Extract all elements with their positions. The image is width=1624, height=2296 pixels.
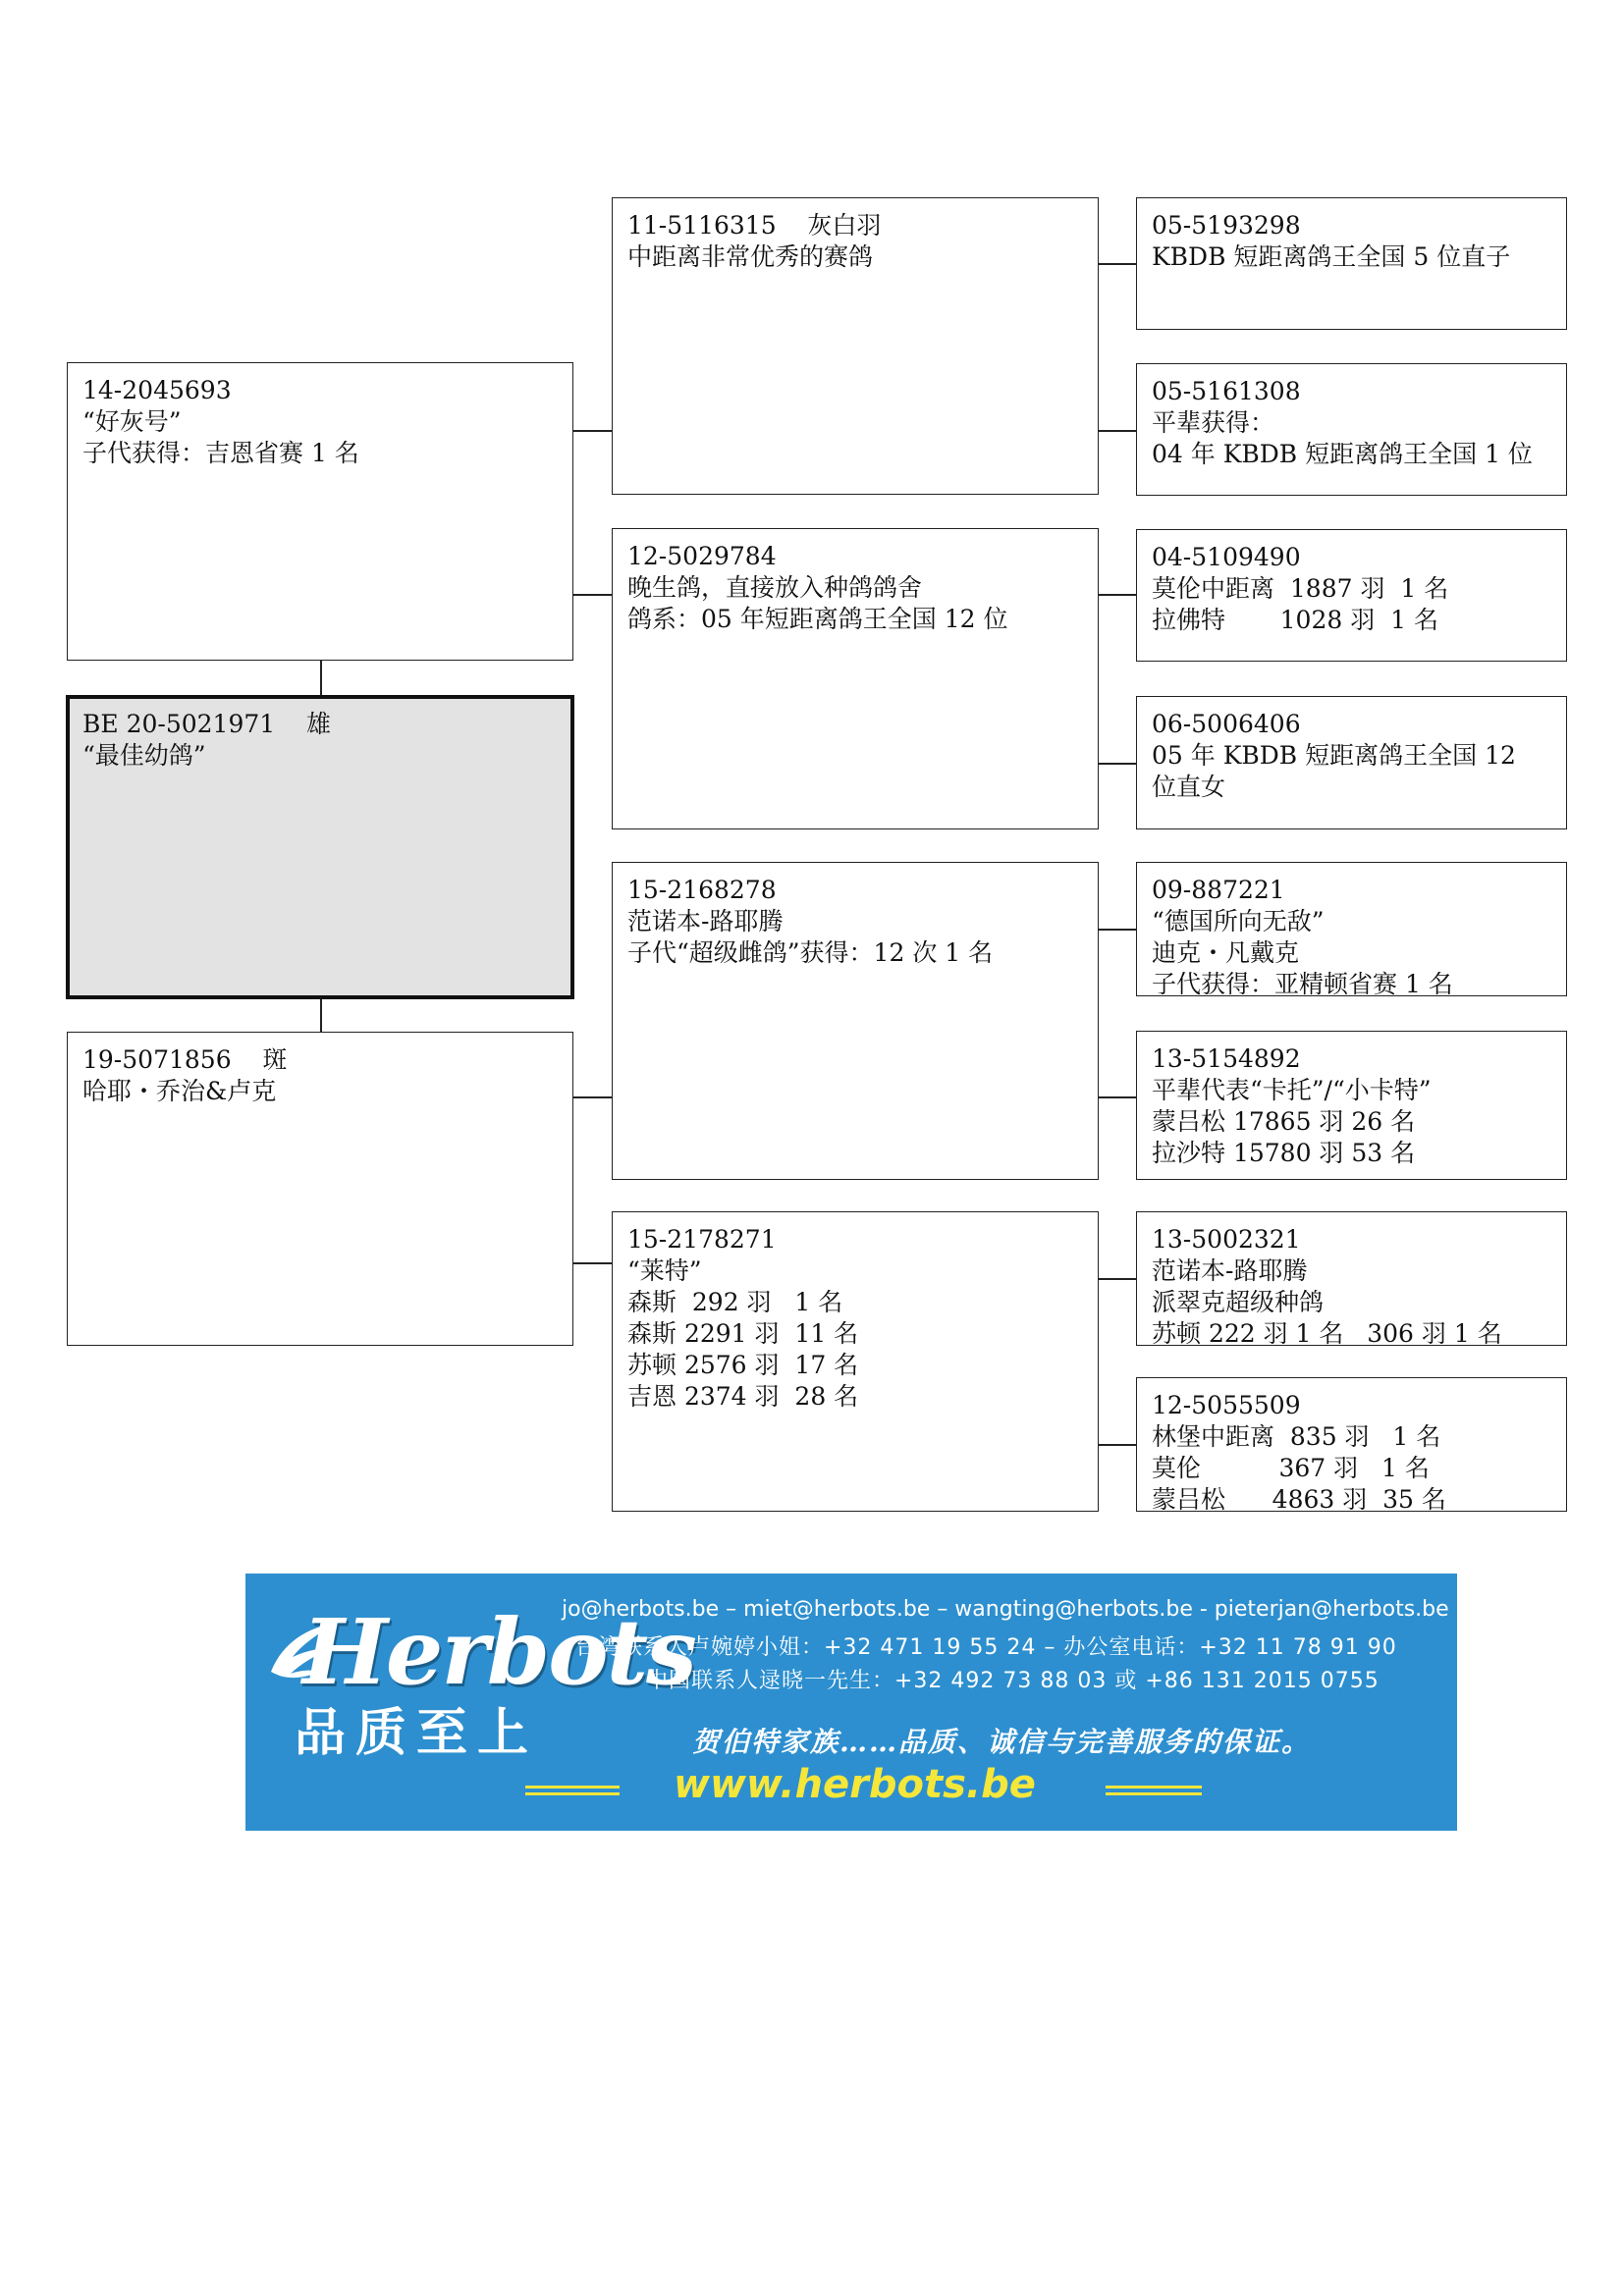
ggp-7-note: 派翠克超级种鸽 — [1152, 1288, 1325, 1316]
ggp-card-8 — [1136, 1377, 1567, 1512]
herbots-banner — [245, 1574, 1457, 1831]
sire-card — [67, 362, 573, 661]
subject-ring: BE 20-5021971 雄 — [82, 710, 331, 738]
connector-sire-subject — [320, 661, 322, 695]
ggp-6-result-1: 蒙吕松 17865 羽 26 名 — [1152, 1107, 1416, 1136]
sire-dam-ring: 12-5029784 — [627, 542, 777, 570]
ggp-8-result-3: 蒙吕松 4863 羽 35 名 — [1152, 1485, 1446, 1514]
ggp-3-ring: 04-5109490 — [1152, 543, 1301, 571]
dam-sire-note: 子代“超级雌鸽”获得：12 次 1 名 — [627, 938, 994, 967]
decor-line-left — [525, 1786, 620, 1795]
contact-taiwan: 台湾联系人卢婉婷小姐：+32 471 19 55 24 – 办公室电话：+32 11 78 91 90 — [575, 1635, 1397, 1660]
ggp-4-note-1: 05 年 KBDB 短距离鸽王全国 12 — [1152, 741, 1516, 770]
sire-dam-card — [612, 528, 1099, 829]
ggp-card-1 — [1136, 197, 1567, 330]
sire-dam-note-1: 晚生鸽，直接放入种鸽鸽舍 — [627, 573, 923, 602]
slogan: 品质至上 — [295, 1704, 539, 1763]
dam-dam-result-4: 吉恩 2374 羽 28 名 — [627, 1382, 859, 1411]
ggp-1-ring: 05-5193298 — [1152, 211, 1301, 240]
ggp-4-ring: 06-5006406 — [1152, 710, 1301, 738]
dam-dam-result-3: 苏顿 2576 羽 17 名 — [627, 1351, 859, 1379]
subject-card — [66, 695, 574, 999]
ggp-3-result-2: 拉佛特 1028 羽 1 名 — [1152, 606, 1438, 634]
connector-dam-sire — [573, 1096, 612, 1098]
dam-breeder: 哈耶・乔治&卢克 — [82, 1077, 277, 1105]
dam-sire-card — [612, 862, 1099, 1180]
ggp-8-ring: 12-5055509 — [1152, 1391, 1301, 1419]
dam-dam-card — [612, 1211, 1099, 1512]
connector-gg6 — [1099, 1096, 1136, 1098]
connector-dam-dam — [573, 1262, 612, 1264]
connector-sire-dam — [573, 594, 612, 596]
ggp-2-ring: 05-5161308 — [1152, 377, 1301, 405]
ggp-6-result-2: 拉沙特 15780 羽 53 名 — [1152, 1139, 1416, 1167]
connector-subject-dam — [320, 999, 322, 1032]
connector-gg1 — [1099, 263, 1136, 265]
dam-dam-result-2: 森斯 2291 羽 11 名 — [627, 1319, 859, 1348]
ggp-7-breeder: 范诺本-路耶腾 — [1152, 1256, 1308, 1285]
ggp-3-result-1: 莫伦中距离 1887 羽 1 名 — [1152, 574, 1449, 603]
ggp-5-name: “德国所向无敌” — [1152, 907, 1325, 935]
ggp-7-result: 苏顿 222 羽 1 名 306 羽 1 名 — [1152, 1319, 1502, 1348]
ggp-card-4 — [1136, 696, 1567, 829]
dam-dam-ring: 15-2178271 — [627, 1225, 777, 1254]
subject-name: “最佳幼鸽” — [82, 741, 206, 770]
ggp-6-ring: 13-5154892 — [1152, 1044, 1301, 1073]
ggp-5-breeder: 迪克・凡戴克 — [1152, 938, 1300, 967]
sire-sire-note: 中距离非常优秀的赛鸽 — [627, 242, 874, 271]
dam-dam-result-1: 森斯 292 羽 1 名 — [627, 1288, 843, 1316]
ggp-card-5 — [1136, 862, 1567, 996]
sire-sire-card — [612, 197, 1099, 495]
ggp-card-7 — [1136, 1211, 1567, 1346]
ggp-card-6 — [1136, 1031, 1567, 1180]
email-list[interactable]: jo@herbots.be – miet@herbots.be – wangting@herbots.be - pieterjan@herbots.be — [562, 1597, 1449, 1622]
ggp-7-ring: 13-5002321 — [1152, 1225, 1301, 1254]
logo-wordmark: Herbots — [302, 1599, 695, 1705]
connector-gg3 — [1099, 594, 1136, 596]
decor-line-right — [1106, 1786, 1202, 1795]
sire-note: 子代获得：吉恩省赛 1 名 — [82, 439, 359, 467]
connector-gg2 — [1099, 430, 1136, 432]
ggp-5-note: 子代获得：亚精顿省赛 1 名 — [1152, 970, 1453, 998]
connector-gg4 — [1099, 763, 1136, 765]
ggp-card-3 — [1136, 529, 1567, 662]
sire-sire-ring: 11-5116315 灰白羽 — [627, 211, 882, 240]
connector-gg7 — [1099, 1278, 1136, 1280]
ggp-2-note-1: 平辈获得： — [1152, 408, 1275, 437]
ggp-1-note: KBDB 短距离鸽王全国 5 位直子 — [1152, 242, 1511, 271]
guarantee-text: 贺伯特家族……品质、诚信与完善服务的保证。 — [692, 1726, 1312, 1758]
sire-ring: 14-2045693 — [82, 376, 232, 404]
ggp-8-result-2: 莫伦 367 羽 1 名 — [1152, 1454, 1430, 1482]
dam-dam-name: “莱特” — [627, 1256, 702, 1285]
connector-gg5 — [1099, 929, 1136, 931]
dam-sire-ring: 15-2168278 — [627, 876, 777, 904]
dam-sire-breeder: 范诺本-路耶腾 — [627, 907, 784, 935]
ggp-2-note-2: 04 年 KBDB 短距离鸽王全国 1 位 — [1152, 440, 1533, 468]
ggp-4-note-2: 位直女 — [1152, 773, 1226, 801]
ggp-5-ring: 09-887221 — [1152, 876, 1285, 904]
connector-sire-sire — [573, 430, 612, 432]
website-link[interactable]: www.herbots.be — [674, 1762, 1036, 1807]
contact-china: 中国联系人逯晓一先生：+32 492 73 88 03 或 +86 131 2015 0755 — [646, 1669, 1380, 1693]
sire-dam-note-2: 鸽系：05 年短距离鸽王全国 12 位 — [627, 605, 1008, 633]
dam-ring: 19-5071856 斑 — [82, 1045, 288, 1074]
ggp-card-2 — [1136, 363, 1567, 496]
dam-card — [67, 1032, 573, 1346]
connector-gg8 — [1099, 1444, 1136, 1446]
sire-name: “好灰号” — [82, 407, 182, 436]
ggp-6-note: 平辈代表“卡托”/“小卡特” — [1152, 1076, 1432, 1104]
ggp-8-result-1: 林堡中距离 835 羽 1 名 — [1152, 1422, 1441, 1451]
